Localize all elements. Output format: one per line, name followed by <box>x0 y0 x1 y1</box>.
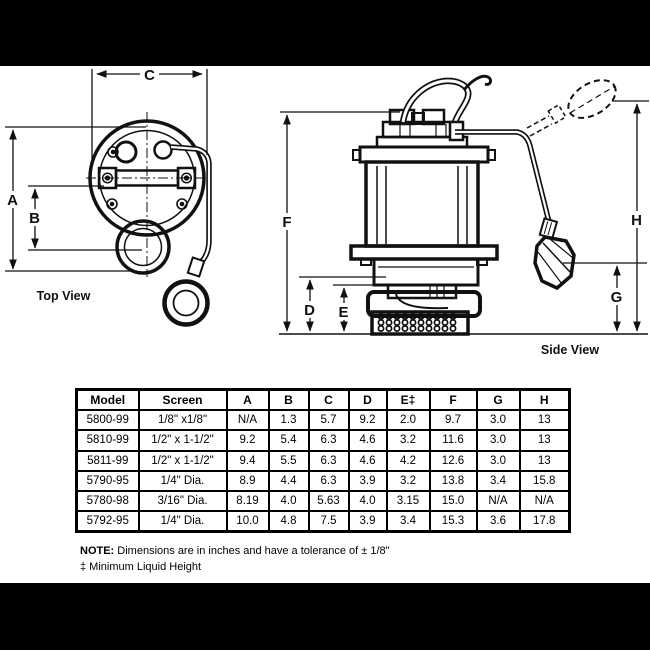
table-cell: 5810-99 <box>77 430 139 450</box>
top-view-drawing <box>86 112 209 325</box>
table-cell: 4.0 <box>349 491 387 511</box>
side-view-label: Side View <box>540 343 600 357</box>
table-cell: 3/16" Dia. <box>139 491 227 511</box>
table-cell: 3.15 <box>387 491 430 511</box>
table-cell: N/A <box>227 410 269 430</box>
table-cell: 1/2" x 1-1/2" <box>139 451 227 471</box>
table-cell: 8.9 <box>227 471 269 491</box>
column-header: A <box>227 390 269 411</box>
table-cell: 5.5 <box>269 451 309 471</box>
table-cell: 5780-98 <box>77 491 139 511</box>
table-cell: 15.3 <box>430 511 477 532</box>
table-cell: 9.2 <box>349 410 387 430</box>
table-row <box>77 410 570 430</box>
table-cell: 5.4 <box>269 430 309 450</box>
dim-label-h: H <box>631 212 642 229</box>
table-cell: 6.3 <box>309 451 349 471</box>
table-cell: 11.6 <box>430 430 477 450</box>
table-cell: 3.0 <box>477 451 520 471</box>
table-cell: 4.6 <box>349 451 387 471</box>
column-header: B <box>269 390 309 411</box>
table-cell: 5800-99 <box>77 410 139 430</box>
table-cell: 13 <box>520 430 570 450</box>
column-header: Model <box>77 390 139 411</box>
lid-port-left <box>116 142 136 162</box>
table-cell: 4.2 <box>387 451 430 471</box>
pump-shoulder <box>353 147 495 162</box>
column-header: E‡ <box>387 390 430 411</box>
table-cell: 17.8 <box>520 511 570 532</box>
table-cell: 6.3 <box>309 430 349 450</box>
table-cell: 3.6 <box>477 511 520 532</box>
column-header: Screen <box>139 390 227 411</box>
motor-housing <box>366 162 478 246</box>
dim-label-b: B <box>29 210 40 227</box>
table-cell: 1/4" Dia. <box>139 511 227 532</box>
table-cell: 4.0 <box>269 491 309 511</box>
table-cell: 13 <box>520 451 570 471</box>
table-cell: 12.6 <box>430 451 477 471</box>
float-connector-top-view <box>188 258 204 277</box>
table-cell: 5790-95 <box>77 471 139 491</box>
table-cell: 3.2 <box>387 471 430 491</box>
float-ball-raised-phantom <box>527 72 622 136</box>
table-cell: 1/8" x1/8" <box>139 410 227 430</box>
column-header: D <box>349 390 387 411</box>
top-view-label: Top View <box>36 289 91 303</box>
table-cell: 8.19 <box>227 491 269 511</box>
footnote: ‡ Minimum Liquid Height <box>80 560 202 573</box>
table-row <box>77 430 570 450</box>
table-cell: 3.4 <box>387 511 430 532</box>
table-cell: 3.9 <box>349 511 387 532</box>
table-cell: 15.0 <box>430 491 477 511</box>
notes-block <box>80 544 390 575</box>
table-row <box>77 511 570 532</box>
column-header: F <box>430 390 477 411</box>
tolerance-note <box>80 544 390 560</box>
table-row <box>77 471 570 491</box>
dim-label-a: A <box>7 192 18 209</box>
table-cell: 6.3 <box>309 471 349 491</box>
table-row <box>77 451 570 471</box>
table-cell: 3.0 <box>477 410 520 430</box>
table-cell: 3.9 <box>349 471 387 491</box>
table-cell: N/A <box>477 491 520 511</box>
table-cell: 3.2 <box>387 430 430 450</box>
note-label: NOTE: <box>80 545 115 557</box>
dim-label-f: F <box>282 214 292 231</box>
table-cell: 2.0 <box>387 410 430 430</box>
table-row <box>77 390 570 411</box>
float-connector-side-view <box>540 218 557 238</box>
table-cell: 4.6 <box>349 430 387 450</box>
dim-label-g: G <box>610 289 623 306</box>
table-cell: 1/4" Dia. <box>139 471 227 491</box>
table-cell: 5.7 <box>309 410 349 430</box>
table-cell: 4.8 <box>269 511 309 532</box>
table-cell: 1.3 <box>269 410 309 430</box>
column-header: C <box>309 390 349 411</box>
table-cell: 9.2 <box>227 430 269 450</box>
table-cell: 5792-95 <box>77 511 139 532</box>
table-row <box>77 491 570 511</box>
float-ring <box>165 282 208 325</box>
table-header-row <box>77 390 570 411</box>
table-cell: 9.4 <box>227 451 269 471</box>
column-header: G <box>477 390 520 411</box>
table-cell: 1/2" x 1-1/2" <box>139 430 227 450</box>
table-cell: 13.8 <box>430 471 477 491</box>
dimensions-table <box>75 388 571 533</box>
table-cell: 9.7 <box>430 410 477 430</box>
table-cell: 13 <box>520 410 570 430</box>
column-header: H <box>520 390 570 411</box>
note-text: Dimensions are in inches and have a tolerance of ± 1/8" <box>117 545 390 557</box>
dim-label-d: D <box>304 302 315 319</box>
table-cell: 3.0 <box>477 430 520 450</box>
table-cell: 5811-99 <box>77 451 139 471</box>
dimension-lines <box>5 69 649 331</box>
table-cell: 4.4 <box>269 471 309 491</box>
table-cell: 7.5 <box>309 511 349 532</box>
table-body <box>77 410 570 532</box>
table-cell: 15.8 <box>520 471 570 491</box>
table-cell: N/A <box>520 491 570 511</box>
lid-port-right <box>155 142 172 159</box>
table-cell: 3.4 <box>477 471 520 491</box>
table-cell: 10.0 <box>227 511 269 532</box>
dim-label-c: C <box>144 67 155 84</box>
dim-label-e: E <box>338 304 349 321</box>
table-cell: 5.63 <box>309 491 349 511</box>
